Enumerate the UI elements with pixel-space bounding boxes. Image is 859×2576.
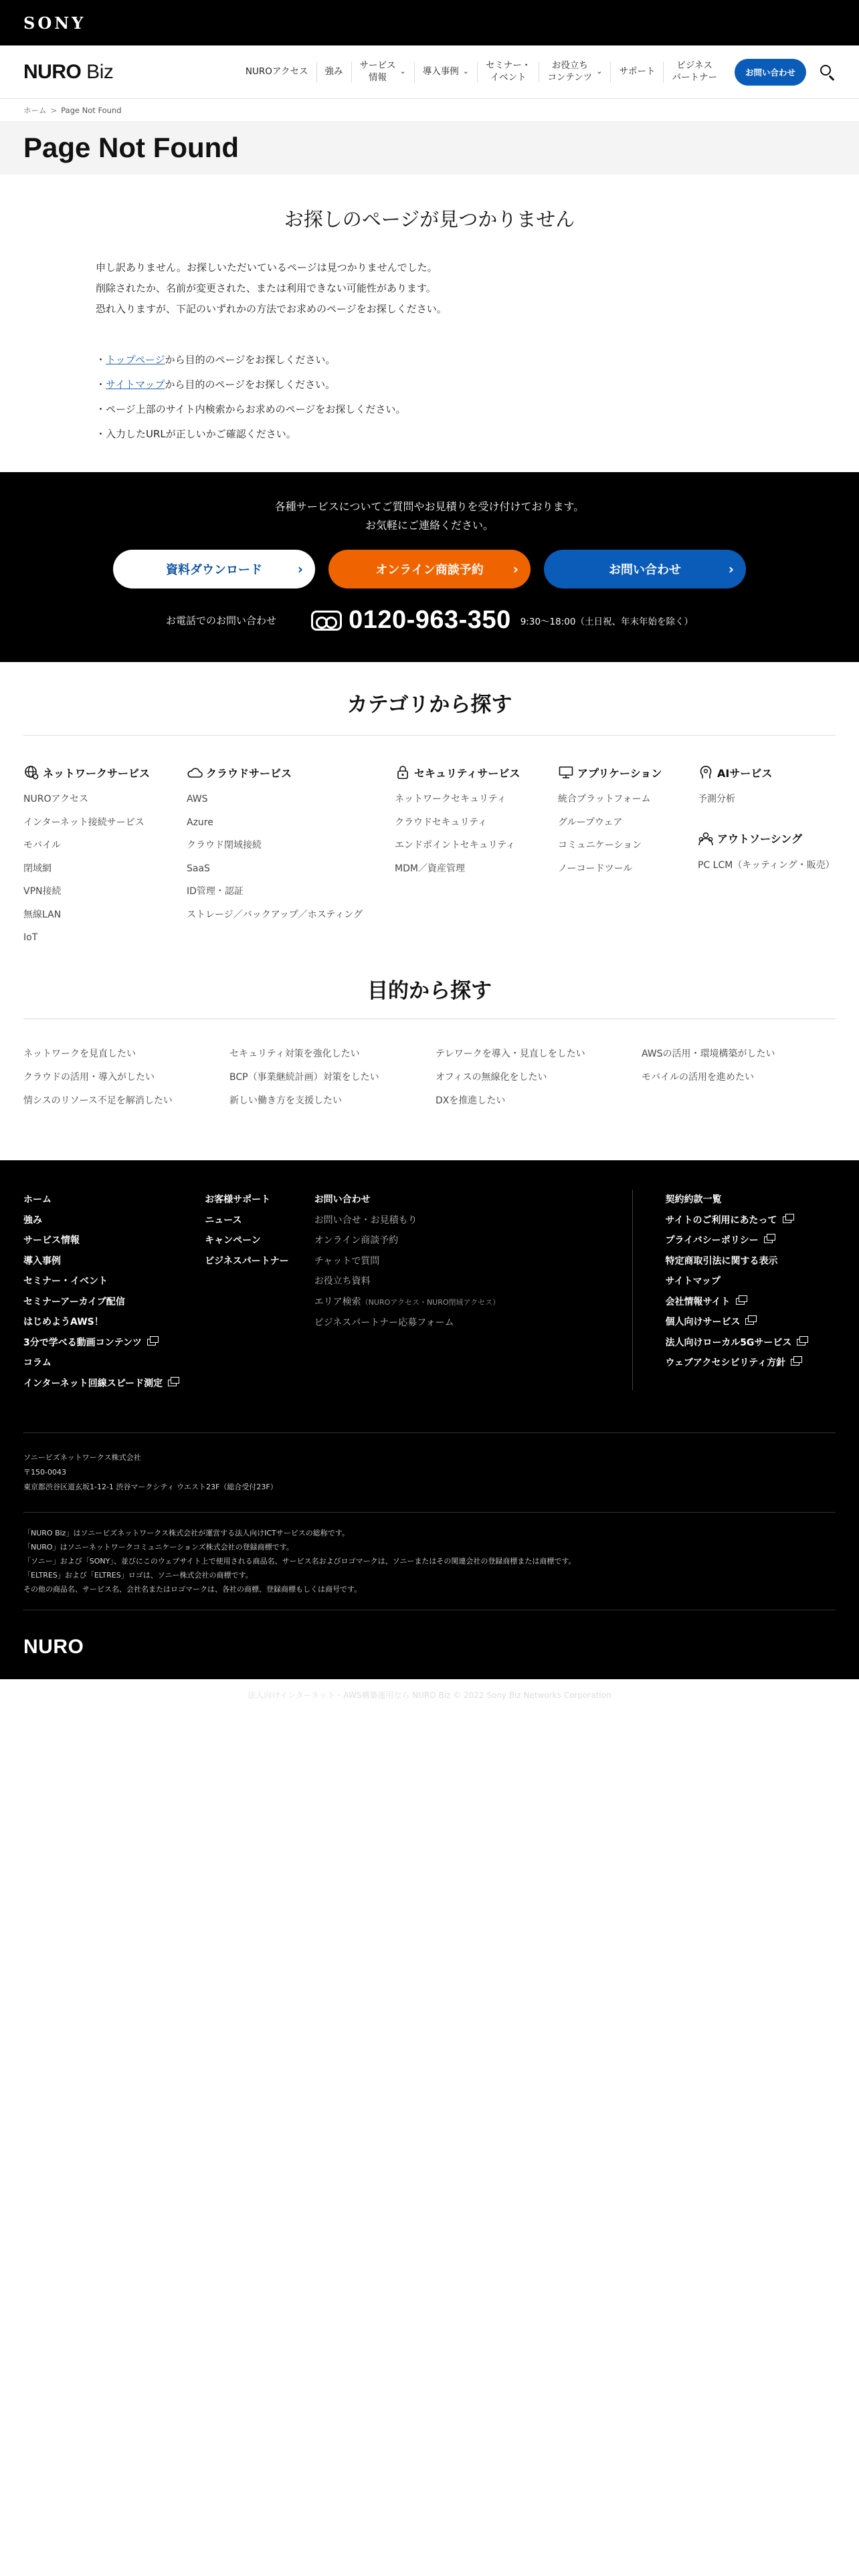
divider — [23, 1018, 836, 1019]
category-link-network[interactable]: モバイル — [23, 840, 61, 851]
purpose-link[interactable]: 新しい働き方を支援したい — [229, 1095, 342, 1106]
category-application — [558, 764, 698, 950]
trademark-notes — [0, 1513, 859, 1610]
lock-icon — [395, 764, 411, 780]
footer-link[interactable]: 契約約款一覧 — [665, 1194, 722, 1205]
monitor-icon — [558, 764, 574, 780]
footer-link[interactable]: オンライン商談予約 — [314, 1235, 399, 1246]
page-title: Page Not Found — [23, 132, 239, 163]
site-header — [0, 45, 859, 99]
arrow-right-icon: › — [728, 561, 734, 577]
category-link-security[interactable]: ネットワークセキュリティ — [395, 794, 506, 804]
external-link-icon — [783, 1216, 791, 1223]
category-link-security[interactable]: クラウドセキュリティ — [395, 817, 488, 828]
sony-logo[interactable]: SONY — [23, 13, 86, 33]
message-line: 申し訳ありません。お探しいただいているページは見つかりませんでした。 — [96, 261, 438, 274]
external-link-icon — [791, 1359, 799, 1366]
sitemap-link[interactable]: サイトマップ — [106, 379, 165, 391]
network-icon — [23, 764, 39, 780]
category-link-cloud[interactable]: ストレージ／バックアップ／ホスティング — [187, 909, 363, 920]
footer-link[interactable]: はじめようAWS！ — [23, 1317, 104, 1327]
contact-cta-section — [0, 472, 859, 662]
divider — [23, 735, 836, 736]
breadcrumb — [0, 99, 859, 121]
purpose-link[interactable]: テレワークを導入・見直しをしたい — [436, 1049, 585, 1059]
footer-link[interactable]: キャンペーン — [205, 1235, 261, 1246]
breadcrumb-separator: > — [50, 105, 58, 115]
category-link-security[interactable]: エンドポイントセキュリティ — [395, 840, 516, 851]
chevron-down-icon: ⌄ — [596, 67, 603, 76]
not-found-section — [0, 205, 859, 447]
not-found-message — [96, 257, 836, 320]
page-title-band — [0, 121, 859, 175]
category-link-application[interactable]: ノーコードツール — [558, 863, 633, 874]
category-link-cloud[interactable]: SaaS — [187, 863, 210, 874]
category-head-outsourcing[interactable]: アウトソーシング — [698, 830, 832, 847]
option-top-page: ・トップページから目的のページをお探しください。 — [96, 354, 336, 366]
online-meeting-button[interactable]: オンライン商談予約 › — [328, 550, 531, 588]
purpose-link[interactable]: オフィスの無線化をしたい — [436, 1072, 547, 1083]
footer-col-policy — [665, 1190, 836, 1394]
nav-item[interactable]: NUROアクセス — [237, 62, 317, 83]
footer-link[interactable]: ビジネスパートナー応募フォーム — [314, 1317, 454, 1328]
footer-link[interactable]: 3分で学べる動画コンテンツ — [23, 1333, 205, 1354]
trademark-note[interactable]: 「ELTRES」および「ELTRES」ロゴは、ソニー株式会社の商標です。 — [23, 1571, 253, 1580]
category-head-security[interactable]: セキュリティサービス — [395, 764, 558, 781]
category-link-network[interactable]: 閉域網 — [23, 863, 52, 874]
category-link-network[interactable]: インターネット接続サービス — [23, 817, 145, 828]
footer-link[interactable]: チャットで質問 — [314, 1255, 380, 1267]
footer-link[interactable]: お客様サポート — [205, 1194, 271, 1205]
trademark-note[interactable]: 「ソニー」および「SONY」、並びにこのウェブサイト上で使用される商品名、サービス名およびロゴマークは、ソニーまたはその関連会社の登録商標または商標です。 — [23, 1557, 576, 1566]
phone-hours: 9:30〜18:00（土日祝、年末年始を除く） — [520, 616, 693, 627]
chevron-down-icon: ⌄ — [462, 67, 469, 76]
nuro-footer-logo[interactable]: NURO — [23, 1636, 84, 1658]
not-found-heading: お探しのページが見つかりません — [284, 208, 575, 231]
footer-link[interactable]: セミナー・イベント — [23, 1276, 108, 1287]
not-found-options — [96, 348, 836, 447]
footer-link[interactable]: ビジネスパートナー — [205, 1255, 289, 1267]
search-icon[interactable] — [820, 64, 836, 80]
footer-link[interactable]: コラム — [23, 1358, 52, 1368]
category-link-security[interactable]: MDM／資産管理 — [395, 863, 465, 874]
footer-link[interactable]: お問い合わせ — [314, 1194, 371, 1205]
category-link-application[interactable]: グループウェア — [558, 817, 623, 828]
footer-link[interactable]: お問い合せ・お見積もり — [314, 1214, 417, 1226]
external-link-icon — [797, 1339, 805, 1346]
phone-number[interactable]: 0120-963-350 — [349, 606, 511, 634]
footer-link[interactable]: ホーム — [23, 1194, 52, 1205]
arrow-right-icon: › — [297, 561, 303, 577]
category-cloud — [187, 764, 395, 950]
category-link-network[interactable]: IoT — [23, 932, 38, 943]
external-link-icon — [168, 1380, 177, 1386]
download-materials-button[interactable]: 資料ダウンロード › — [113, 550, 315, 588]
footer-link[interactable]: 導入事例 — [23, 1255, 61, 1267]
category-section — [0, 687, 859, 950]
category-ai-outsourcing — [698, 764, 835, 950]
category-link-cloud[interactable]: Azure — [187, 817, 213, 828]
footer-link[interactable]: ウェブアクセシビリティ方針 — [665, 1353, 836, 1374]
purpose-link[interactable]: AWSの活用・環境構築がしたい — [642, 1049, 775, 1059]
nav-item[interactable]: サポート — [611, 62, 664, 83]
category-network — [23, 764, 187, 950]
phone-label: お電話でのお問い合わせ — [166, 615, 277, 627]
copyright: 法人向けインターネット・AWS構築運用なら NURO Biz © 2022 Sony Biz Networks Corporation — [248, 1691, 611, 1700]
cta-text: 各種サービスについてご質問やお見積りを受け付けております。 お気軽にご連絡ください。 — [274, 500, 585, 532]
chevron-down-icon: ⌄ — [399, 67, 406, 76]
category-link-cloud[interactable]: AWS — [187, 794, 208, 804]
external-link-icon — [147, 1339, 156, 1346]
category-head-application[interactable]: アプリケーション — [558, 764, 698, 781]
footer-link[interactable]: サイトのご利用にあたって — [665, 1210, 836, 1231]
footer-link[interactable]: 特定商取引法に関する表示 — [665, 1255, 778, 1267]
nav-item[interactable]: サービス 情報 ⌄ — [352, 62, 415, 83]
purpose-link[interactable]: DXを推進したい — [436, 1095, 506, 1106]
purpose-link — [642, 1091, 848, 1111]
nuro-biz-logo[interactable]: NURO Biz — [23, 60, 114, 83]
footer-link[interactable]: ニュース — [205, 1214, 242, 1226]
contact-button[interactable]: お問い合わせ › — [544, 550, 746, 588]
category-link-cloud[interactable]: ID管理・認証 — [187, 886, 244, 897]
free-dial-icon — [311, 611, 342, 631]
message-line: 恐れ入りますが、下記のいずれかの方法でお求めのページをお探しください。 — [96, 303, 447, 315]
nav-item[interactable]: セミナー・ イベント — [478, 62, 540, 83]
site-footer — [0, 1160, 859, 1700]
nav-item[interactable]: 導入事例 ⌄ — [415, 62, 478, 83]
footer-divider — [632, 1190, 633, 1390]
footer-link[interactable]: お役立ち資料 — [314, 1276, 371, 1287]
category-link-application[interactable]: コミュニケーション — [558, 840, 642, 851]
category-link-ai[interactable]: 予測分析 — [698, 794, 735, 804]
category-security — [395, 764, 558, 950]
footer-link[interactable]: インターネット回線スピード測定 — [23, 1374, 205, 1394]
option-search: ・ページ上部のサイト内検索からお求めのページをお探しください。 — [96, 403, 406, 415]
purpose-link[interactable]: 情シスのリソース不足を解消したい — [23, 1095, 173, 1106]
purpose-link[interactable]: BCP（事業継続計画）対策をしたい — [229, 1072, 379, 1083]
purpose-link[interactable]: モバイルの活用を進めたい — [642, 1072, 754, 1083]
nav-item[interactable]: お役立ち コンテンツ ⌄ — [539, 62, 611, 83]
trademark-note[interactable]: その他の商品名、サービス名、会社名またはロゴマークは、各社の商標、登録商標もしくは商号です。 — [23, 1585, 362, 1594]
footer-link[interactable]: 強み — [23, 1214, 42, 1226]
footer-link-area-search[interactable]: エリア検索（NUROアクセス・NURO閉域アクセス） — [314, 1296, 500, 1307]
category-head-cloud[interactable]: クラウドサービス — [187, 764, 395, 781]
global-nav — [237, 62, 725, 83]
footer-col-contact — [314, 1190, 633, 1394]
category-link-network[interactable]: NUROアクセス — [23, 794, 89, 804]
category-link-application[interactable]: 統合プラットフォーム — [558, 794, 651, 804]
footer-link[interactable]: セミナーアーカイブ配信 — [23, 1296, 125, 1307]
category-link-network[interactable]: VPN接続 — [23, 886, 62, 897]
category-link-cloud[interactable]: クラウド閉域接続 — [187, 840, 262, 851]
purpose-section — [0, 974, 859, 1111]
category-head-ai[interactable]: AIサービス — [698, 764, 832, 781]
option-check-url: ・入力したURLが正しいかご確認ください。 — [96, 428, 296, 440]
company-info: ソニービズネットワークス株式会社 〒150-0043 東京都渋谷区道玄坂1-12-1 渋谷マークシティ ウエスト23F（総合受付23F） — [23, 1453, 278, 1491]
footer-link[interactable]: 会社情報サイト — [665, 1292, 836, 1313]
option-sitemap: ・サイトマップから目的のページをお探しください。 — [96, 379, 336, 391]
ai-head-icon — [698, 764, 714, 780]
phone-contact — [0, 606, 859, 635]
header-contact-button[interactable]: お問い合わせ — [735, 59, 806, 86]
top-page-link[interactable]: トップページ — [106, 354, 165, 366]
purpose-link[interactable]: クラウドの活用・導入がしたい — [23, 1072, 155, 1083]
trademark-note[interactable]: 「NURO Biz」はソニービズネットワークス株式会社が運営する法人向けICTサービスの総称です。 — [23, 1529, 349, 1537]
footer-link[interactable]: サービス情報 — [23, 1235, 80, 1246]
footer-link[interactable]: 個人向けサービス — [665, 1312, 836, 1333]
message-line: 削除されたか、名前が変更された、または利用できない可能性があります。 — [96, 282, 436, 294]
purpose-title: 目的から探す — [367, 979, 492, 1003]
sony-top-bar — [0, 0, 859, 45]
breadcrumb-home[interactable]: ホーム — [23, 105, 47, 115]
nav-item[interactable]: 強み — [317, 62, 352, 83]
external-link-icon — [764, 1237, 773, 1243]
breadcrumb-current: Page Not Found — [61, 105, 122, 115]
footer-col-main — [23, 1190, 205, 1394]
footer-link[interactable]: 法人向けローカル5Gサービス — [665, 1333, 836, 1354]
category-title: カテゴリから探す — [347, 693, 512, 717]
nav-item[interactable]: ビジネス パートナー — [672, 60, 717, 83]
external-link-icon — [745, 1318, 754, 1325]
footer-col-support — [205, 1190, 314, 1394]
category-link-network[interactable]: 無線LAN — [23, 909, 62, 920]
purpose-link[interactable]: ネットワークを見直したい — [23, 1049, 136, 1059]
category-head-network[interactable]: ネットワークサービス — [23, 764, 187, 781]
cloud-icon — [187, 764, 203, 780]
people-icon — [698, 831, 714, 847]
trademark-note[interactable]: 「NURO」はソニーネットワークコミュニケーションズ株式会社の登録商標です。 — [23, 1543, 294, 1551]
footer-link[interactable]: サイトマップ — [665, 1276, 721, 1287]
external-link-icon — [736, 1298, 745, 1305]
category-link-outsourcing[interactable]: PC LCM（キッティング・販売） — [698, 859, 835, 871]
purpose-link[interactable]: セキュリティ対策を強化したい — [229, 1049, 360, 1059]
arrow-right-icon: › — [512, 561, 518, 577]
footer-link[interactable]: プライバシーポリシー — [665, 1230, 836, 1251]
